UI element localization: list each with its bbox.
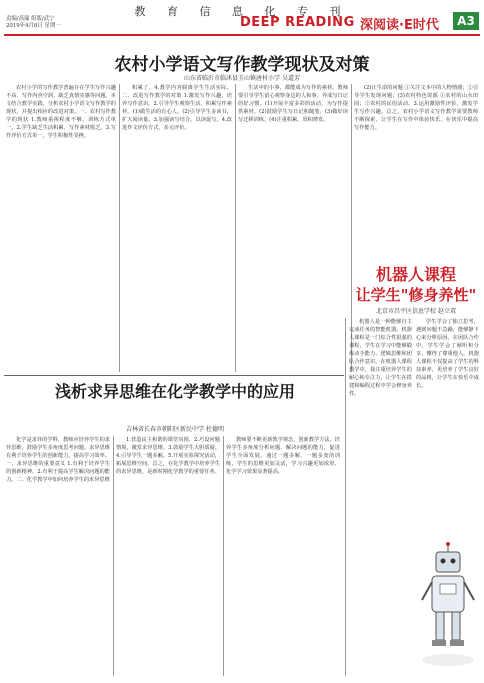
article3-byline: 北京市昌平区信息学校 赵立双	[376, 308, 456, 315]
article1-title: 农村小学语文写作教学现状及对策	[114, 55, 370, 75]
article3-column-2: 学生学会了独立思考，遇到问题不急躁，能够静下心来分析原因。在团队合作中，学生学会了倾听和分享，懂得了尊重他人。机器人课程不仅提高了学生的科技素养，更培养了学生良好的品格，让学生在快乐中成长。	[416, 319, 479, 389]
column-divider	[235, 84, 236, 372]
article2-title: 浅析求异思维在化学教学中的应用	[54, 382, 295, 401]
article1-byline: 山东省临沂市临沭县玉山镇唐村小学 吴道芳	[184, 75, 300, 82]
masthead-editor-info	[6, 16, 61, 30]
article1-column-4: (2)让生命的问题 ①关注文本中的人物情感；②引导学生发现问题；(3)农村特色资源 ①农村的山水田园；②农村的民俗活动。3.运用激励性评价，激发学生写作兴趣。总之，农村小学语文写作教学需要教师不断探索，让学生在写作中体验快乐，在快乐中提高写作能力。	[354, 85, 478, 131]
article1-column-2: 积累了。4.教学内容脱离学生生活实际。二、改进写作教学的对策 1.激发写作兴趣，培养写作意识。2.引导学生观察生活，积累写作素材。(1)做生活的有心人。(2)引导学生多读书，扩大阅读量。3.加强读写结合，以读促写。4.改进作文评价方式，多元评价。	[122, 85, 232, 131]
section-title-cn: 深阅读·E时代	[360, 18, 439, 33]
date-line: 2019年4月8日 星期一	[6, 23, 61, 29]
article2-column-1: 化学是求异的学科，教师应培养学生的求异思维，鼓励学生多角度思考问题。求异思维有利于培养学生的创新能力，提高学习效率。一、求异思维的重要意义 1.有利于培养学生的创新精神。2.有利于提高学生解决问题的能力。二、化学教学中如何培养学生的求异思维	[6, 437, 110, 483]
column-divider	[119, 84, 120, 372]
article3-title-line2: 让学生"修身养性"	[355, 286, 477, 304]
editor-line: 责编/高瑞 组版/武宁	[6, 16, 55, 22]
article2-byline: 吉林省长春市朝阳区新民中学 杜德明	[126, 426, 224, 433]
article1-column-1: 农村小学的写作教学普遍存在学生写作兴趣不高、写作内容空洞、缺乏真情实感等问题。本文结合教学实践，分析农村小学语文写作教学的现状，并提出相应的改进对策。一、农村写作教学的现状 1.教师重视程度不够，训练方式单一。2.学生缺乏生活积累，写作素材匮乏。3.写作评价方式单一，学生积极性受挫。	[6, 85, 116, 139]
article1-column-3: 生活中的小事，都能成为写作的素材。教师要引导学生留心观察身边的人和事，养成写日记的好习惯。(1)开展丰富多彩的活动，为写作提供素材。(2)鼓励学生写日记和随笔。(3)做好读写迁移训练。(4)注重积累，厚积薄发。	[238, 85, 348, 123]
masthead-title: 教 育 信 息 化 专 刊	[134, 5, 350, 18]
masthead-rule	[4, 34, 480, 36]
article2-column-2: 1.营造民主和谐的课堂氛围。2.巧设问题情境，激发求异思维。3.鼓励学生大胆质疑。4.引导学生一题多解。5.开展实验探究活动，拓展思维空间。总之，在化学教学中培养学生的求异思维，是新时期化学教学的重要任务。	[116, 437, 220, 475]
section-title-en: DEEP READING	[240, 15, 355, 30]
masthead	[0, 0, 484, 38]
section-divider	[4, 375, 344, 376]
page-number: A3	[453, 12, 479, 30]
column-divider	[223, 436, 224, 676]
article3-title-line1: 机器人课程	[375, 265, 456, 284]
article2-column-3: 教师要不断更新教学观念，创新教学方法，培养学生多角度分析问题、解决问题的能力，促进学生全面发展。通过一题多解、一题多变的训练，学生的思维更加灵活，学习兴趣更加浓厚，化学学习效果显著提高。	[226, 437, 340, 475]
column-divider	[113, 436, 114, 676]
article3-column-1: 机器人是一种能够自主完成任务的智能机器。机器人课程是一门综合性很强的课程，学生在学习中能够锻炼动手能力、逻辑思维和团队合作意识。在机器人课程教学中，我注重培养学生的耐心和专注力，让学生在搭建和编程过程中学会修身养性。	[349, 319, 412, 397]
column-divider	[345, 318, 346, 676]
robot-illustration	[418, 542, 478, 676]
